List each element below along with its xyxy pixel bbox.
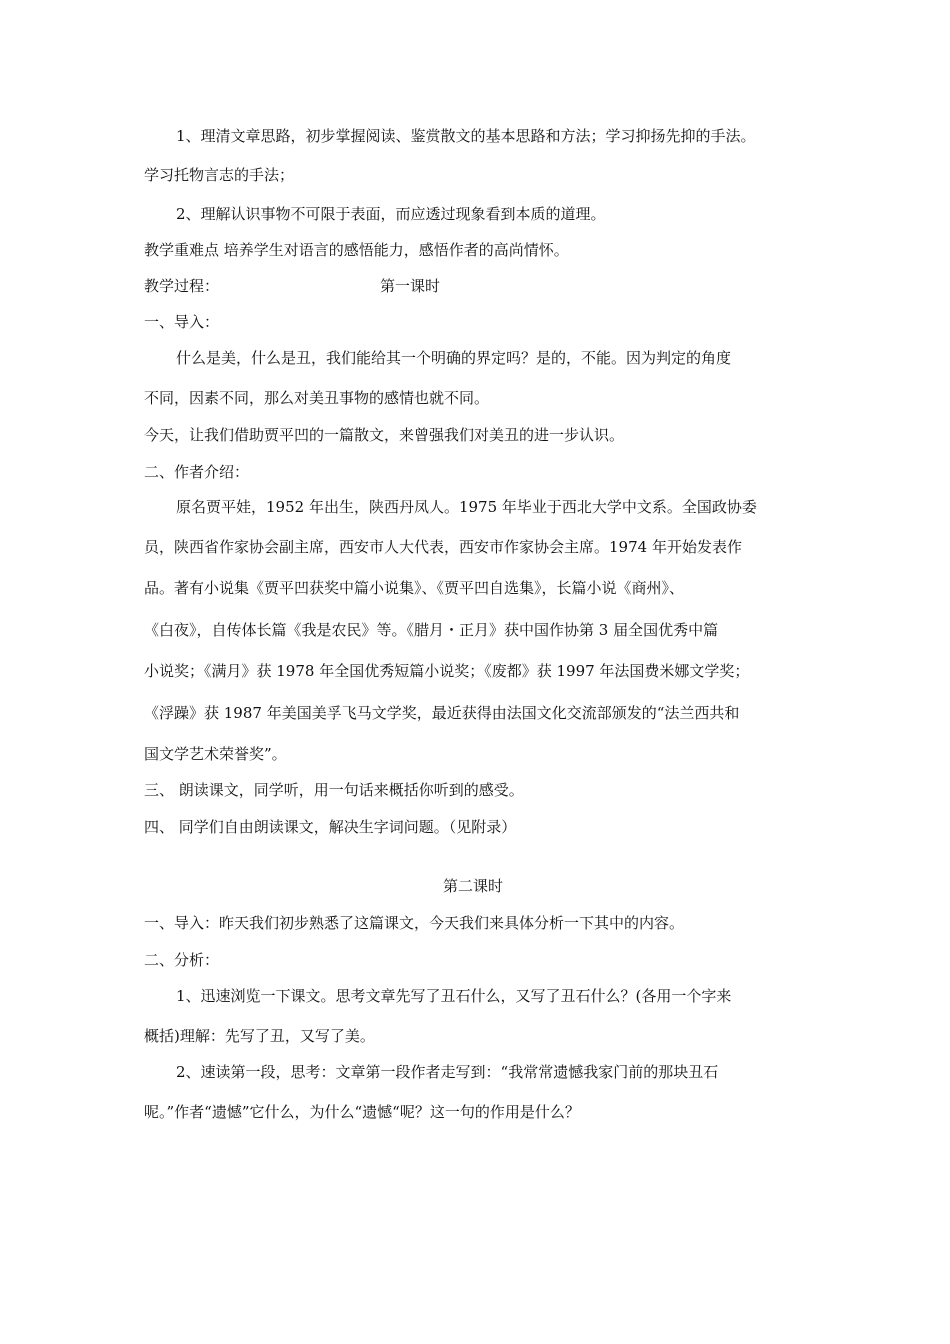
author-line: 员，陕西省作家协会副主席，西安市人大代表，西安市作家协会主席。1974 年开始发表作 xyxy=(144,538,742,556)
lesson-1-intro-line-3: 今天，让我们借助贾平凹的一篇散文，来曾强我们对美丑的进一步认识。 xyxy=(144,426,625,444)
process-label: 教学过程： xyxy=(144,277,220,295)
objective-1-line-2: 学习托物言志的手法； xyxy=(144,166,295,184)
key-difficulty: 教学重难点 培养学生对语言的感悟能力，感悟作者的高尚情怀。 xyxy=(144,241,569,259)
lesson-1-title: 第一课时 xyxy=(380,277,441,295)
lesson-2-title: 第二课时 xyxy=(443,877,504,895)
author-line: 国文学艺术荣誉奖”。 xyxy=(144,745,287,763)
analysis-heading: 二、分析： xyxy=(144,951,220,969)
step-3: 三、 朗读课文，同学听，用一句话来概括你听到的感受。 xyxy=(144,781,524,799)
author-line: 《浮躁》获 1987 年美国美孚飞马文学奖，最近获得由法国文化交流部颁发的“法兰西共和 xyxy=(144,704,740,722)
objective-2: 2、理解认识事物不可限于表面，而应透过现象看到本质的道理。 xyxy=(176,205,606,223)
lesson-1-intro-heading: 一、导入： xyxy=(144,313,220,331)
author-line: 《白夜》，自传体长篇《我是农民》等。《腊月・正月》获中国作协第 3 届全国优秀中篇 xyxy=(144,621,719,639)
question-2-line-2: 呢。”作者“遗憾”它什么，为什么“遗憾“呢？这一句的作用是什么？ xyxy=(144,1103,580,1121)
author-heading: 二、作者介绍： xyxy=(144,463,250,481)
author-line: 小说奖；《满月》获 1978 年全国优秀短篇小说奖；《废都》获 1997 年法国费米娜文学奖； xyxy=(144,662,750,680)
objective-1-line-1: 1、理清文章思路，初步掌握阅读、鉴赏散文的基本思路和方法；学习抑扬先抑的手法。 xyxy=(176,127,756,145)
step-4: 四、 同学们自由朗读课文，解决生字词问题。（见附录） xyxy=(144,818,517,836)
lesson-1-intro-line-2: 不同，因素不同，那么对美丑事物的感情也就不同。 xyxy=(144,389,490,407)
lesson-2-intro: 一、导入：昨天我们初步熟悉了这篇课文，今天我们来具体分析一下其中的内容。 xyxy=(144,914,685,932)
question-1-line-1: 1、迅速浏览一下课文。思考文章先写了丑石什么，又写了丑石什么？(各用一个字来 xyxy=(176,987,732,1005)
question-2-line-1: 2、速读第一段，思考：文章第一段作者走写到：“我常常遗憾我家门前的那块丑石 xyxy=(176,1063,719,1081)
author-line: 原名贾平娃，1952 年出生，陕西丹凤人。1975 年毕业于西北大学中文系。全国政协委 xyxy=(176,498,757,516)
question-1-line-2: 概括)理解：先写了丑，又写了美。 xyxy=(144,1027,375,1045)
author-line: 品。著有小说集《贾平凹获奖中篇小说集》、《贾平凹自选集》，长篇小说《商州》、 xyxy=(144,579,685,597)
lesson-1-intro-line-1: 什么是美，什么是丑，我们能给其一个明确的界定吗？是的，不能。因为判定的角度 xyxy=(176,349,732,367)
